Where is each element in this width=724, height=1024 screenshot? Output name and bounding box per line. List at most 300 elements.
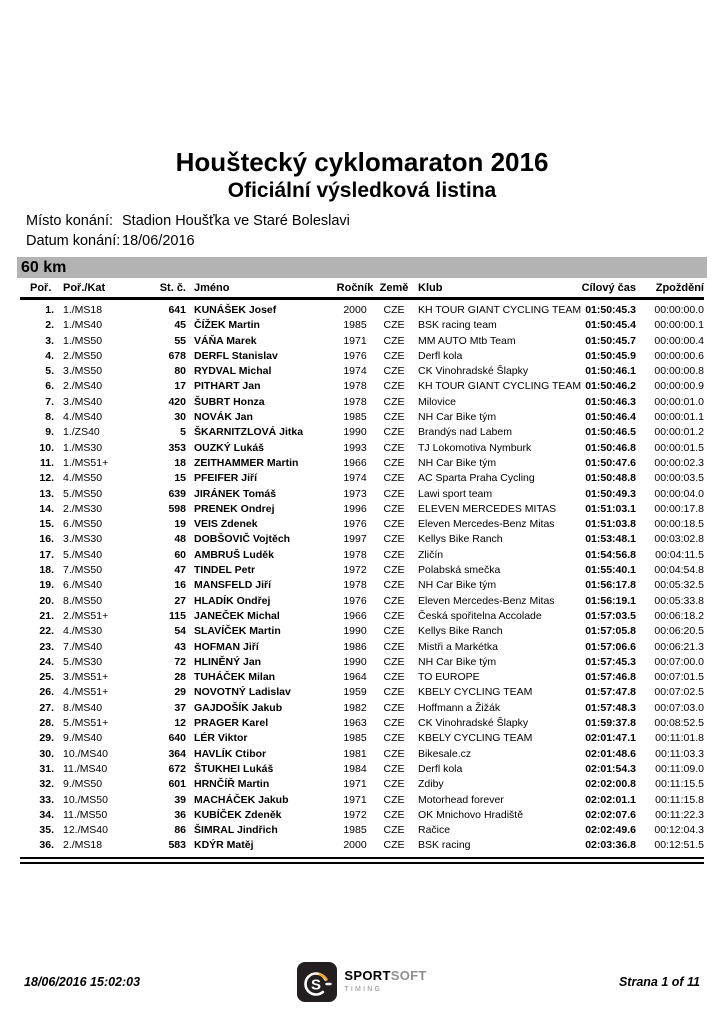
cell-name: ŠIMRAL Jindřich [194, 824, 278, 837]
column-header-cat: Poř./Kat [58, 278, 142, 299]
table-row [20, 456, 704, 471]
cell-gap: 00:00:18.5 [654, 518, 704, 531]
cell-country: CZE [383, 808, 405, 821]
cell-rank: 21. [39, 609, 54, 622]
cell-bib: 86 [174, 824, 186, 837]
cell-country: CZE [383, 472, 405, 485]
cell-year: 1990 [343, 655, 367, 668]
cell-club: Zdiby [418, 778, 444, 791]
cell-name: JIRÁNEK Tomáš [194, 487, 277, 500]
cell-country: CZE [383, 380, 405, 393]
column-header-bib: St. č. [142, 278, 186, 299]
cell-time: 01:50:46.4 [585, 411, 636, 424]
cell-bib: 36 [174, 808, 186, 821]
table-row [20, 685, 704, 700]
cell-club: KH TOUR GIANT CYCLING TEAM [418, 380, 582, 393]
cell-time: 01:57:45.3 [585, 655, 636, 668]
table-row [20, 838, 704, 853]
cell-bib: 12 [174, 717, 186, 730]
cell-country: CZE [383, 548, 405, 561]
date-label: Datum konání: [26, 233, 121, 249]
cell-club: Bikesale.cz [418, 747, 472, 760]
cell-year: 1974 [343, 472, 367, 485]
cell-year: 1959 [343, 686, 367, 699]
cell-year: 1971 [343, 778, 367, 791]
cell-name: DERFL Stanislav [194, 349, 278, 362]
cell-country: CZE [383, 640, 405, 653]
cell-bib: 364 [168, 747, 186, 760]
cell-rank: 10. [39, 441, 54, 454]
table-row [20, 594, 704, 609]
cell-name: NOVOTNÝ Ladislav [194, 686, 291, 699]
results-table-head [20, 278, 704, 299]
cell-bib: 60 [174, 548, 186, 561]
cell-country: CZE [383, 594, 405, 607]
cell-time: 02:02:00.8 [585, 778, 636, 791]
cell-gap: 00:11:15.8 [655, 793, 704, 806]
cell-gap: 00:06:20.5 [654, 625, 704, 638]
table-row [20, 808, 704, 823]
cell-time: 01:50:46.1 [585, 365, 636, 378]
cell-name: VEIS Zdenek [194, 518, 258, 531]
cell-country: CZE [383, 426, 405, 439]
cell-rank: 9. [45, 426, 54, 439]
cell-gap: 00:04:54.8 [654, 564, 704, 577]
cell-gap: 00:07:00.0 [654, 655, 704, 668]
cell-club: MM AUTO Mtb Team [418, 334, 516, 347]
cell-year: 2000 [343, 304, 367, 316]
column-header-name: Jméno [186, 278, 336, 299]
cell-club: BSK racing team [418, 319, 497, 332]
cell-time: 01:57:48.3 [585, 701, 636, 714]
cell-name: KUNÁŠEK Josef [194, 304, 277, 316]
cell-time: 02:01:47.1 [585, 732, 636, 745]
cell-club: Hoffmann a Žižák [418, 701, 501, 714]
cell-bib: 353 [168, 441, 186, 454]
table-row [20, 731, 704, 746]
cell-year: 1972 [343, 808, 367, 821]
cell-year: 1997 [343, 533, 367, 546]
cell-rank: 18. [39, 564, 54, 577]
cell-time: 01:50:46.3 [585, 395, 636, 408]
cell-name: NOVÁK Jan [194, 411, 253, 424]
cell-name: OUZKÝ Lukáš [194, 441, 265, 454]
table-row [20, 701, 704, 716]
cell-year: 1973 [343, 487, 367, 500]
cell-time: 01:57:06.6 [585, 640, 636, 653]
cell-cat: 2./MS40 [63, 380, 103, 393]
cell-rank: 1. [45, 304, 54, 316]
cell-cat: 11./MS40 [63, 762, 108, 775]
cell-bib: 639 [168, 487, 186, 500]
cell-country: CZE [383, 411, 405, 424]
cell-year: 1971 [343, 334, 367, 347]
logo-monogram: S [311, 976, 322, 994]
logo-wordmark [344, 969, 426, 996]
table-row [20, 410, 704, 425]
cell-rank: 34. [39, 808, 54, 821]
cell-country: CZE [383, 533, 405, 546]
cell-rank: 11. [39, 456, 54, 469]
cell-country: CZE [383, 487, 405, 500]
column-header-rank: Poř. [20, 278, 58, 299]
cell-country: CZE [383, 365, 405, 378]
cell-cat: 2./MS50 [63, 349, 103, 362]
cell-club: Mistři a Markétka [418, 640, 498, 653]
cell-gap: 00:00:00.1 [654, 319, 704, 332]
cell-gap: 00:04:11.5 [655, 548, 704, 561]
cell-gap: 00:11:09.0 [655, 762, 704, 775]
cell-name: HLINĚNÝ Jan [194, 655, 262, 668]
results-table-body [20, 299, 704, 854]
table-row [20, 670, 704, 685]
cell-rank: 3. [45, 334, 54, 347]
cell-gap: 00:06:18.2 [654, 609, 704, 622]
cell-rank: 17. [39, 548, 54, 561]
event-meta [26, 211, 724, 251]
cell-time: 01:57:46.8 [585, 671, 636, 684]
cell-bib: 48 [174, 533, 186, 546]
cell-rank: 15. [39, 518, 54, 531]
cell-country: CZE [383, 717, 405, 730]
sportsoft-logo [297, 962, 426, 1002]
table-row [20, 578, 704, 593]
cell-country: CZE [383, 778, 405, 791]
cell-gap: 00:00:03.5 [654, 472, 704, 485]
cell-year: 1985 [343, 411, 367, 424]
cell-cat: 9./MS50 [63, 778, 103, 791]
cell-year: 1985 [343, 319, 367, 332]
cell-gap: 00:00:01.0 [654, 395, 704, 408]
cell-name: JANEČEK Michal [194, 609, 280, 622]
date-row [26, 231, 724, 251]
cell-rank: 32. [39, 778, 54, 791]
cell-cat: 7./MS40 [63, 640, 103, 653]
cell-name: HAVLÍK Ctibor [194, 747, 267, 760]
cell-rank: 19. [39, 579, 54, 592]
table-row [20, 471, 704, 486]
cell-bib: 5 [180, 426, 186, 439]
cell-bib: 16 [174, 579, 186, 592]
cell-country: CZE [383, 686, 405, 699]
cell-time: 01:53:48.1 [585, 533, 636, 546]
cell-gap: 00:00:17.8 [654, 502, 704, 515]
cell-rank: 33. [39, 793, 54, 806]
cell-time: 02:01:54.3 [585, 762, 636, 775]
table-row [20, 334, 704, 349]
cell-country: CZE [383, 334, 405, 347]
cell-club: CK Vinohradské Šlapky [418, 717, 529, 730]
cell-gap: 00:00:01.5 [654, 441, 704, 454]
document-header [0, 0, 724, 204]
cell-gap: 00:00:04.0 [654, 487, 704, 500]
table-row [20, 655, 704, 670]
cell-bib: 19 [174, 518, 186, 531]
cell-year: 1978 [343, 548, 367, 561]
cell-bib: 80 [174, 365, 186, 378]
cell-gap: 00:00:00.9 [654, 380, 704, 393]
table-row [20, 609, 704, 624]
cell-time: 01:50:46.2 [585, 380, 636, 393]
cell-country: CZE [383, 655, 405, 668]
cell-gap: 00:07:01.5 [654, 671, 704, 684]
cell-cat: 1./ZS40 [63, 426, 100, 439]
table-row [20, 379, 704, 394]
column-header-country: Země [374, 278, 414, 299]
cell-time: 01:56:17.8 [585, 579, 636, 592]
cell-gap: 00:05:33.8 [654, 594, 704, 607]
cell-time: 01:51:03.8 [585, 518, 636, 531]
page-footer [24, 960, 700, 1004]
cell-year: 1996 [343, 502, 367, 515]
cell-bib: 54 [174, 625, 186, 638]
cell-rank: 4. [45, 349, 54, 362]
cell-gap: 00:00:00.4 [654, 334, 704, 347]
cell-name: TUHÁČEK Milan [194, 671, 276, 684]
cell-cat: 8./MS50 [63, 594, 103, 607]
cell-club: Eleven Mercedes-Benz Mitas [418, 594, 555, 607]
cell-rank: 5. [45, 365, 54, 378]
cell-gap: 00:08:52.5 [654, 717, 704, 730]
cell-cat: 2./MS18 [63, 839, 103, 852]
cell-club: OK Mnichovo Hradiště [418, 808, 524, 821]
cell-year: 1978 [343, 380, 367, 393]
date-value: 18/06/2016 [122, 233, 195, 249]
cell-gap: 00:05:32.5 [654, 579, 704, 592]
cell-name: HRNČÍŘ Martin [194, 778, 270, 791]
cell-country: CZE [383, 304, 405, 316]
cell-gap: 00:06:21.3 [654, 640, 704, 653]
cell-time: 01:57:47.8 [585, 686, 636, 699]
table-row [20, 532, 704, 547]
cell-name: KDÝR Matěj [194, 839, 254, 852]
cell-time: 02:03:36.8 [585, 839, 636, 852]
cell-name: PFEIFER Jiří [194, 472, 258, 485]
cell-bib: 28 [174, 671, 186, 684]
table-row [20, 747, 704, 762]
cell-country: CZE [383, 701, 405, 714]
cell-gap: 00:03:02.8 [654, 533, 704, 546]
cell-year: 1993 [343, 441, 367, 454]
cell-time: 01:50:46.5 [585, 426, 636, 439]
cell-rank: 29. [39, 732, 54, 745]
cell-country: CZE [383, 824, 405, 837]
table-row [20, 563, 704, 578]
cell-time: 02:02:01.1 [585, 793, 636, 806]
table-row [20, 793, 704, 808]
cell-gap: 00:11:03.3 [655, 747, 704, 760]
cell-year: 1972 [343, 564, 367, 577]
cell-bib: 72 [174, 655, 186, 668]
cell-time: 01:55:40.1 [585, 564, 636, 577]
cell-club: ELEVEN MERCEDES MITAS [418, 502, 557, 515]
cell-rank: 25. [39, 671, 54, 684]
cell-gap: 00:12:51.5 [654, 839, 704, 852]
table-row [20, 624, 704, 639]
cell-name: MACHÁČEK Jakub [194, 793, 289, 806]
cell-country: CZE [383, 671, 405, 684]
cell-club: KH TOUR GIANT CYCLING TEAM [418, 304, 582, 316]
column-header-year: Ročník [336, 278, 374, 299]
table-row [20, 299, 704, 319]
cell-bib: 39 [174, 793, 186, 806]
cell-bib: 47 [174, 564, 186, 577]
cell-gap: 00:07:03.0 [654, 701, 704, 714]
table-row [20, 762, 704, 777]
logo-brand-secondary: SOFT [390, 967, 427, 983]
cell-year: 1966 [343, 609, 367, 622]
logo-brand-primary: SPORT [344, 967, 391, 983]
cell-cat: 2./MS30 [63, 502, 103, 515]
cell-year: 1976 [343, 349, 367, 362]
cell-name: KUBÍČEK Zdeněk [194, 808, 282, 821]
cell-club: Lawi sport team [418, 487, 493, 500]
cell-year: 1985 [343, 824, 367, 837]
cell-cat: 10./MS40 [63, 747, 108, 760]
cell-bib: 420 [168, 395, 186, 408]
page-number: Strana 1 of 11 [618, 975, 701, 989]
cell-club: Kellys Bike Ranch [418, 533, 503, 546]
cell-name: LÉR Viktor [194, 732, 248, 745]
cell-gap: 00:11:01.8 [655, 732, 704, 745]
cell-time: 01:50:45.7 [585, 334, 636, 347]
cell-cat: 1./MS30 [63, 441, 103, 454]
cell-cat: 7./MS50 [63, 564, 103, 577]
cell-time: 01:50:46.8 [585, 441, 636, 454]
cell-rank: 13. [39, 487, 54, 500]
cell-year: 1990 [343, 625, 367, 638]
cell-cat: 5./MS40 [63, 548, 103, 561]
cell-name: GAJDOŠÍK Jakub [194, 701, 283, 714]
cell-name: ŠKARNITZLOVÁ Jitka [194, 426, 304, 439]
cell-year: 1966 [343, 456, 367, 469]
cell-name: RYDVAL Michal [194, 365, 272, 378]
cell-country: CZE [383, 762, 405, 775]
cell-club: BSK racing [418, 839, 471, 852]
venue-row [26, 211, 724, 231]
cell-cat: 5./MS30 [63, 655, 103, 668]
cell-cat: 11./MS50 [63, 808, 108, 821]
cell-club: Zličín [418, 548, 444, 561]
cell-name: PRAGER Karel [194, 717, 269, 730]
page-subtitle: Oficiální výsledková listina [227, 179, 497, 202]
cell-rank: 30. [39, 747, 54, 760]
cell-bib: 115 [169, 609, 186, 622]
cell-club: Eleven Mercedes-Benz Mitas [418, 518, 555, 531]
results-table [20, 278, 704, 854]
cell-club: Motorhead forever [418, 793, 504, 806]
table-row [20, 441, 704, 456]
cell-time: 01:50:45.3 [585, 304, 636, 316]
cell-year: 2000 [343, 839, 367, 852]
cell-country: CZE [383, 747, 405, 760]
cell-year: 1986 [343, 640, 367, 653]
table-bottom-rule [20, 857, 704, 864]
cell-cat: 4./MS40 [63, 411, 103, 424]
cell-rank: 8. [45, 411, 54, 424]
cell-gap: 00:00:01.1 [654, 411, 704, 424]
cell-bib: 678 [168, 349, 186, 362]
table-row [20, 502, 704, 517]
cell-year: 1971 [343, 793, 367, 806]
logo-sub-line: TIMING [344, 985, 383, 993]
cell-club: Milovice [418, 395, 456, 408]
table-row [20, 364, 704, 379]
cell-name: ŠTUKHEI Lukáš [194, 762, 274, 775]
cell-time: 01:50:47.6 [585, 456, 636, 469]
cell-year: 1978 [343, 395, 367, 408]
cell-name: SLAVÍČEK Martin [194, 625, 281, 638]
cell-country: CZE [383, 502, 405, 515]
cell-year: 1985 [343, 732, 367, 745]
cell-gap: 00:00:01.2 [654, 426, 704, 439]
cell-club: KBELY CYCLING TEAM [418, 686, 533, 699]
cell-name: MANSFELD Jiří [194, 579, 272, 592]
cell-rank: 36. [39, 839, 54, 852]
column-header-time: Cílový čas [574, 278, 636, 299]
cell-cat: 4./MS30 [63, 625, 103, 638]
cell-name: HLADÍK Ondřej [194, 594, 271, 607]
cell-bib: 30 [174, 411, 186, 424]
cell-year: 1974 [343, 365, 367, 378]
cell-cat: 5./MS50 [63, 487, 103, 500]
table-row [20, 548, 704, 563]
cell-cat: 4./MS50 [63, 472, 103, 485]
cell-rank: 27. [39, 701, 54, 714]
results-header-row [20, 278, 704, 299]
cell-cat: 1./MS50 [63, 334, 103, 347]
cell-cat: 6./MS40 [63, 579, 103, 592]
cell-gap: 00:00:00.6 [654, 349, 704, 362]
cell-club: Česká spořitelna Accolade [418, 609, 542, 622]
cell-country: CZE [383, 564, 405, 577]
cell-club: CK Vinohradské Šlapky [418, 365, 529, 378]
cell-name: VÁŇA Marek [194, 334, 257, 347]
cell-club: Račice [418, 824, 451, 837]
cell-club: TJ Lokomotiva Nymburk [418, 441, 532, 454]
table-row [20, 349, 704, 364]
stopwatch-icon [297, 962, 337, 1002]
cell-time: 02:01:48.6 [585, 747, 636, 760]
cell-club: AC Sparta Praha Cycling [418, 472, 535, 485]
cell-bib: 640 [168, 732, 186, 745]
cell-club: KBELY CYCLING TEAM [418, 732, 533, 745]
cell-gap: 00:07:02.5 [654, 686, 704, 699]
page-title: Houštecký cyklomaraton 2016 [175, 147, 549, 177]
cell-cat: 3./MS40 [63, 395, 103, 408]
cell-gap: 00:00:00.0 [654, 304, 704, 316]
cell-year: 1984 [343, 762, 367, 775]
venue-value: Stadion Houšťka ve Staré Boleslavi [122, 213, 350, 229]
cell-bib: 641 [168, 304, 186, 316]
cell-bib: 43 [174, 640, 186, 653]
cell-year: 1982 [343, 701, 367, 714]
table-row [20, 640, 704, 655]
table-row [20, 777, 704, 792]
cell-rank: 6. [45, 380, 54, 393]
table-row [20, 487, 704, 502]
cell-bib: 37 [174, 701, 186, 714]
cell-gap: 00:00:00.8 [654, 365, 704, 378]
cell-bib: 55 [174, 334, 186, 347]
cell-country: CZE [383, 625, 405, 638]
cell-name: ČÍŽEK Martin [194, 319, 260, 332]
cell-rank: 35. [39, 824, 54, 837]
cell-name: ŠUBRT Honza [194, 395, 265, 408]
cell-rank: 20. [39, 594, 54, 607]
cell-country: CZE [383, 839, 405, 852]
cell-rank: 22. [39, 625, 54, 638]
